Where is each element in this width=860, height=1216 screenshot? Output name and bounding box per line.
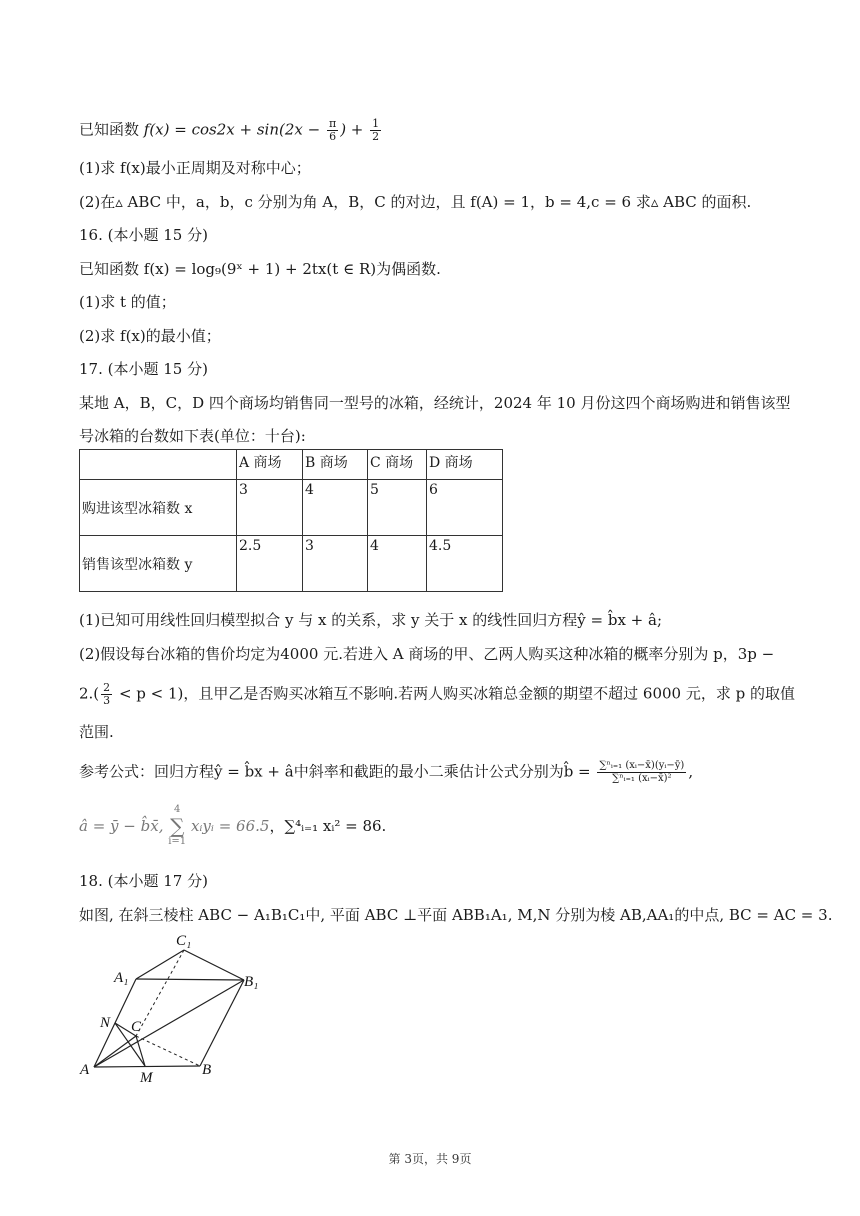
text-segment: 2.( — [79, 684, 100, 703]
table-cell: 6 — [427, 480, 503, 536]
frac-denominator: 6 — [329, 130, 337, 143]
q15-stem — [79, 118, 383, 143]
q17-part2-line3: 范围. — [79, 723, 114, 741]
q17-part1: (1)已知可用线性回归模型拟合 y 与 x 的关系，求 y 关于 x 的线性回归方程ŷ = b̂x + â; — [79, 611, 663, 629]
q15-stem-function: f(x) = cos2x + sin(2x − — [143, 120, 325, 139]
edge-a1-c1 — [136, 950, 184, 979]
prism-diagram — [78, 928, 268, 1088]
sum-xy-value: xᵢyᵢ = 66.5 — [186, 817, 270, 835]
frac-denominator: ∑ⁿᵢ₌₁ (xᵢ−x̄)² — [612, 773, 672, 784]
one-half-fraction — [370, 118, 381, 143]
edge-a-b — [94, 1066, 200, 1067]
table-cell: 3 — [237, 480, 303, 536]
sum-x-squared: ，∑⁴ᵢ₌₁ xᵢ² = 86. — [269, 817, 387, 835]
table-row — [80, 480, 503, 536]
q18-stem: 如图, 在斜三棱柱 ABC − A₁B₁C₁中, 平面 ABC ⊥平面 ABB₁A₁, M,N 分别为棱 AB,AA₁的中点, BC = AC = 3. — [79, 906, 833, 924]
edge-c1-b1 — [184, 950, 244, 980]
sum-sign: ∑ — [170, 814, 185, 838]
q18-header: 18. (本小题 17 分) — [79, 872, 208, 890]
q16-part1: (1)求 t 的值； — [79, 293, 176, 311]
q16-part2: (2)求 f(x)的最小值； — [79, 327, 221, 345]
frac-numerator: 1 — [372, 117, 380, 130]
label-m: M — [140, 1070, 153, 1086]
edge-a-c — [94, 1036, 136, 1067]
label-c1: C₁ — [176, 933, 192, 949]
two-thirds-fraction — [101, 682, 112, 707]
q16-stem: 已知函数 f(x) = log₉(9ˣ + 1) + 2tx(t ∈ R)为偶函数. — [79, 260, 441, 278]
table-cell: 3 — [303, 536, 368, 592]
edge-a1-b1 — [136, 979, 244, 980]
frac-numerator: 2 — [103, 681, 111, 694]
frac-numerator: ∑ⁿᵢ₌₁ (xᵢ−x̄)(yᵢ−ȳ) — [599, 760, 685, 771]
frac-numerator: π — [328, 117, 337, 130]
table-header-row — [80, 450, 503, 480]
prism-figure — [78, 928, 268, 1088]
slope-formula-fraction — [597, 760, 686, 785]
table-cell: 2.5 — [237, 536, 303, 592]
q17-part2-line1: (2)假设每台冰箱的售价均定为4000 元.若进入 A 商场的甲、乙两人购买这种冰箱的概率分别为 p，3p − — [79, 645, 775, 663]
table-cell: 4 — [368, 536, 427, 592]
table-cell: B 商场 — [303, 450, 368, 480]
edge-c1-c — [136, 950, 184, 1036]
intercept-formula: â = ȳ − b̂x̄, — [79, 817, 169, 835]
table-cell: 4.5 — [427, 536, 503, 592]
q15-part1: (1)求 f(x)最小正周期及对称中心； — [79, 159, 311, 177]
table-cell: 销售该型冰箱数 y — [80, 536, 237, 592]
sum-lower-limit: i=1 — [168, 836, 187, 847]
label-c: C — [131, 1019, 142, 1035]
label-b: B — [202, 1062, 212, 1078]
table-cell: C 商场 — [368, 450, 427, 480]
label-a1: A₁ — [114, 970, 129, 986]
q17-stem-line2: 号冰箱的台数如下表(单位：十台): — [79, 427, 306, 445]
q17-header: 17. (本小题 15 分) — [79, 360, 208, 378]
label-n: N — [100, 1015, 111, 1031]
text-segment: 参考公式：回归方程ŷ = b̂x + â中斜率和截距的最小二乘估计公式分别为b̂ = — [79, 762, 596, 781]
frac-denominator: 2 — [372, 130, 380, 143]
sum-symbol — [168, 804, 186, 848]
pi-over-6-fraction — [327, 118, 338, 143]
q17-part2-line2 — [79, 682, 795, 707]
sum-upper-limit: 4 — [174, 804, 181, 815]
table-cell: 4 — [303, 480, 368, 536]
edge-c-b — [136, 1036, 200, 1066]
text-segment: < p < 1)，且甲乙是否购买冰箱互不影响.若两人购买冰箱总金额的期望不超过 6000 元，求 p 的取值 — [114, 684, 795, 703]
label-b1: B₁ — [244, 974, 259, 990]
table-row — [80, 536, 503, 592]
table-cell: D 商场 — [427, 450, 503, 480]
table-cell: 购进该型冰箱数 x — [80, 480, 237, 536]
q17-data-table — [79, 449, 503, 592]
table-cell — [80, 450, 237, 480]
q15-stem-mid: ) + — [340, 120, 369, 139]
table-cell: A 商场 — [237, 450, 303, 480]
table-cell: 5 — [368, 480, 427, 536]
q15-stem-prefix: 已知函数 — [79, 120, 144, 139]
q17-stem-line1: 某地 A，B，C，D 四个商场均销售同一型号的冰箱，经统计，2024 年 10 月份这四个商场购进和销售该型 — [79, 394, 791, 412]
frac-denominator: 3 — [103, 694, 111, 707]
label-a: A — [80, 1062, 90, 1078]
q17-reference-formula — [79, 760, 693, 785]
q16-header: 16. (本小题 15 分) — [79, 226, 208, 244]
text-segment: , — [688, 762, 694, 781]
q17-reference-line2 — [79, 804, 386, 850]
page-footer: 第 3页，共 9页 — [388, 1152, 472, 1166]
q15-part2: (2)在▵ ABC 中，a，b，c 分别为角 A，B，C 的对边，且 f(A) = 1，b = 4,c = 6 求▵ ABC 的面积. — [79, 193, 752, 211]
